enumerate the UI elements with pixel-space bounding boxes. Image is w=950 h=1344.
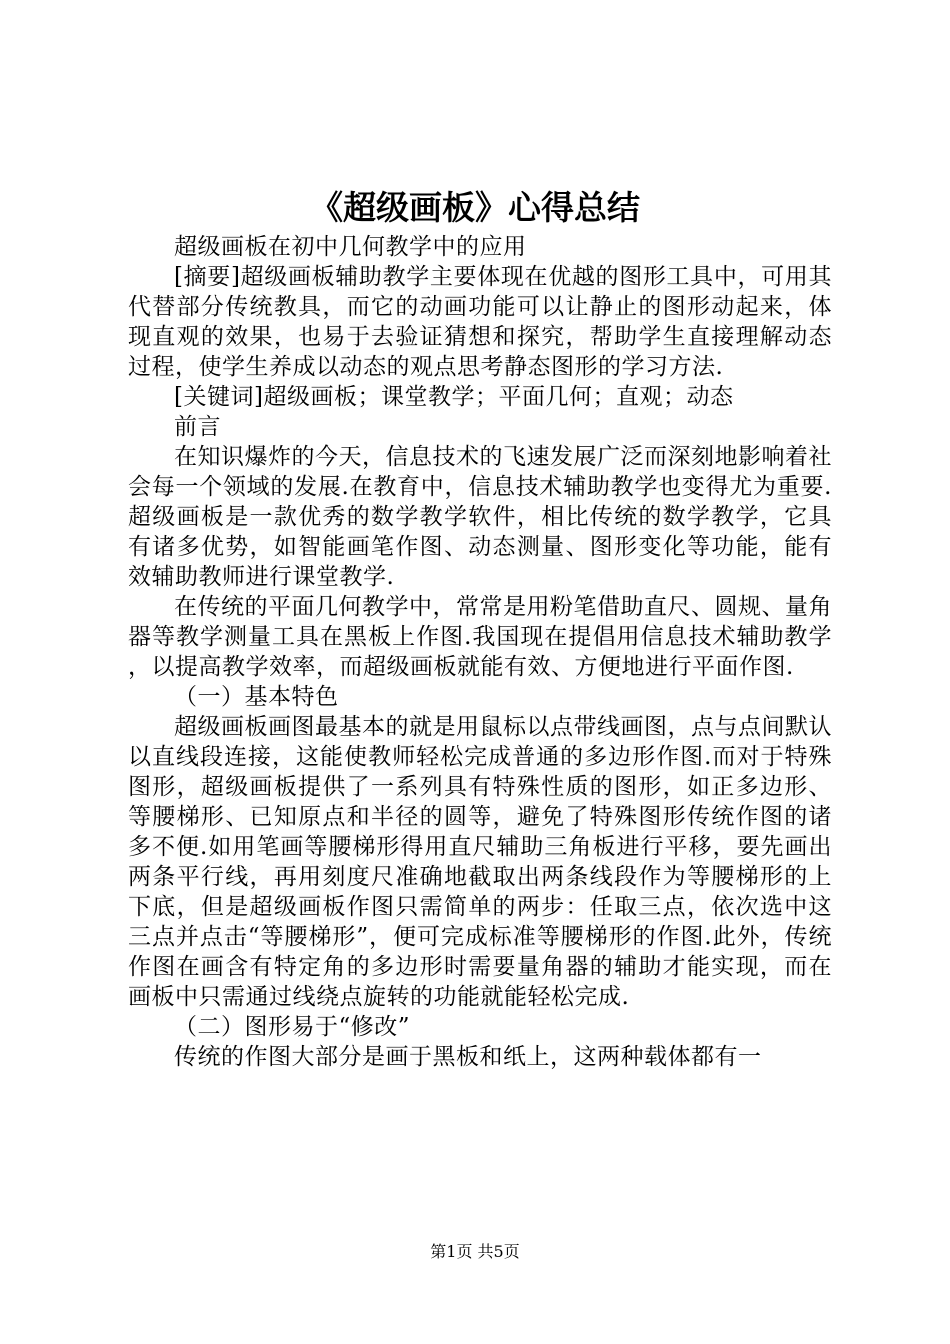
section-heading-easy-modify: （二）图形易于“修改” <box>174 1014 411 1040</box>
paragraph: 在传统的平面几何教学中，常常是用粉笔借助直尺、圆规、量角器等教学测量工具在黑板上作图.我国现在提倡用信息技术辅助教学，以提高教学效率，而超级画板就能有效、方便地进行平面作图. <box>128 594 832 680</box>
paragraph-subtitle: 超级画板在初中几何教学中的应用 <box>174 234 527 260</box>
paragraph: 超级画板画图最基本的就是用鼠标以点带线画图，点与点间默认以直线段连接，这能使教师轻松完成普通的多边形作图.而对于特殊图形，超级画板提供了一系列具有特殊性质的图形，如正多边形、等腰梯形、已知原点和半径的圆等，避免了特殊图形传统作图的诸多不便.如用笔画等腰梯形得用直尺辅助三角板进行平移，要先画出两条平行线，再用刻度尺准确地截取出两条线段作为等腰梯形的上下底，但是超级画板作图只需简单的两步：任取三点，依次选中这三点并点击“等腰梯形”，便可完成标准等腰梯形的作图.此外，传统作图在画含有特定角的多边形时需要量角器的辅助才能实现，而在画板中只需通过线绕点旋转的功能就能轻松完成. <box>128 714 832 1010</box>
document-title: 《超级画板》心得总结 <box>310 188 640 227</box>
paragraph-abstract: [摘要]超级画板辅助教学主要体现在优越的图形工具中，可用其代替部分传统教具，而它的动画功能可以让静止的图形动起来，体现直观的效果，也易于去验证猜想和探究，帮助学生直接理解动态过程，使学生养成以动态的观点思考静态图形的学习方法. <box>128 264 832 380</box>
section-heading-preface: 前言 <box>174 414 221 440</box>
paragraph: 传统的作图大部分是画于黑板和纸上，这两种载体都有一 <box>174 1044 762 1070</box>
paragraph: 在知识爆炸的今天，信息技术的飞速发展广泛而深刻地影响着社会每一个领域的发展.在教育中，信息技术辅助教学也变得尤为重要.超级画板是一款优秀的数学教学软件，相比传统的数学教学，它具有诸多优势，如智能画笔作图、动态测量、图形变化等功能，能有效辅助教师进行课堂教学. <box>128 444 832 590</box>
document-body <box>128 232 832 1072</box>
section-heading-basic-features: （一）基本特色 <box>174 684 339 710</box>
page-footer: 第1页 共5页 <box>430 1242 520 1261</box>
paragraph-keywords: [关键词]超级画板；课堂教学；平面几何；直观；动态 <box>174 384 734 410</box>
